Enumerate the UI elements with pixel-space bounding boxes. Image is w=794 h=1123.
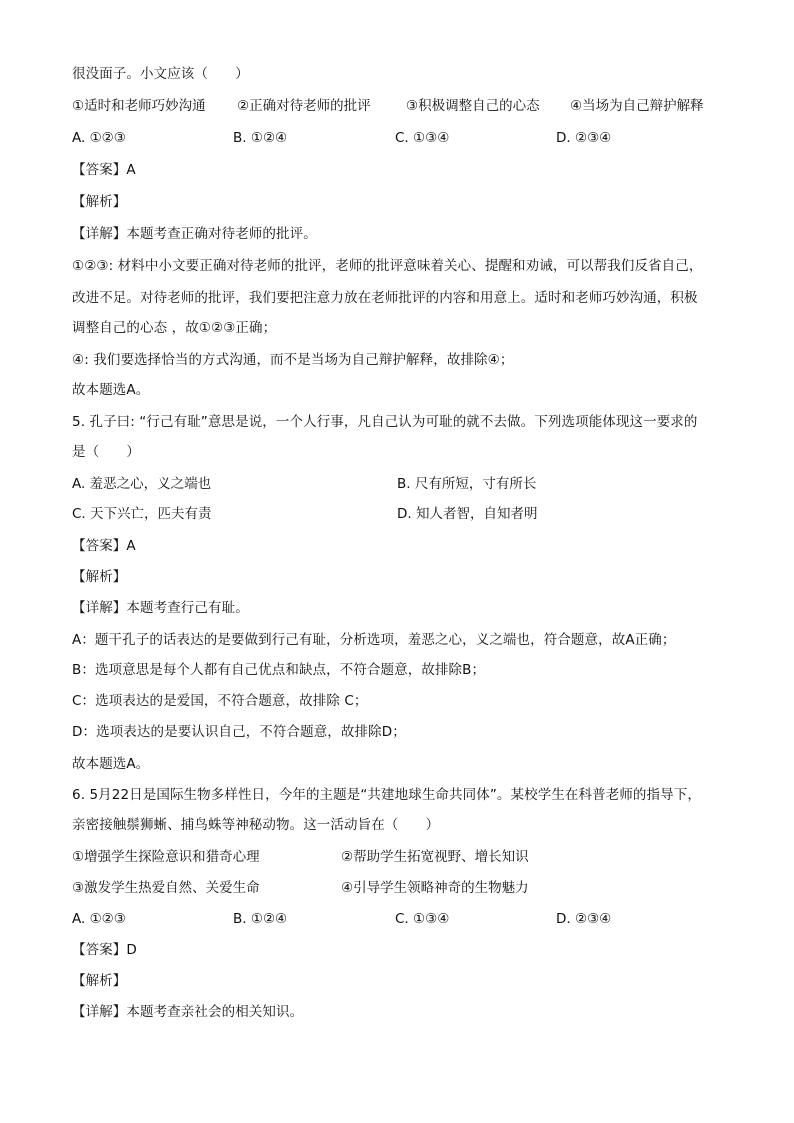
q6-choice-b: B. ①②④ [233,911,288,927]
q6-choice-c: C. ①③④ [395,911,450,927]
q4-statement-1: ①适时和老师巧妙沟通 [72,98,206,114]
q4-analysis-label: 【解析】 [72,194,127,210]
q4-choice-b: B. ①②④ [233,130,288,146]
q5-analysis-label: 【解析】 [72,569,127,585]
q4-explanation-line-3: 调整自己的心态 ，故①②③正确； [72,320,277,336]
q4-explanation-line-2: 改进不足。对待老师的批评，我们要把注意力放在老师批评的内容和用意上。适时和老师巧妙沟通，积极 [72,290,698,306]
q4-choice-d: D. ②③④ [556,130,612,146]
q5-conclusion: 故本题选A。 [72,756,150,772]
q5-explanation-c: C：选项表达的是爱国，不符合题意，故排除 C； [72,693,368,709]
q5-option-d: D. 知人者智，自知者明 [397,506,538,522]
q5-stem-line-2: 是（ ） [72,444,140,460]
q5-option-a: A. 羞恶之心，义之端也 [72,476,212,492]
q6-statement-2: ②帮助学生拓宽视野、增长知识 [341,849,529,865]
q4-explanation-line-1: ①②③: 材料中小文要正确对待老师的批评，老师的批评意味着关心、提醒和劝诫，可以帮我们反省自己， [72,258,703,274]
q6-analysis-label: 【解析】 [72,973,127,989]
q6-stem-line-1: 6. 5月22日是国际生物多样性日，今年的主题是“共建地球生命共同体”。某校学生在科普老师的指导下， [72,787,701,803]
q6-detail: 【详解】本题考查亲社会的相关知识。 [72,1004,304,1020]
q4-choice-c: C. ①③④ [395,130,450,146]
q6-statement-1: ①增强学生探险意识和猎奇心理 [72,849,260,865]
q5-explanation-b: B：选项意思是每个人都有自己优点和缺点，不符合题意，故排除B； [72,662,486,678]
q4-choice-a: A. ①②③ [72,130,126,146]
q5-answer: 【答案】A [72,538,136,554]
q4-statement-2: ②正确对待老师的批评 [237,98,371,114]
q6-answer: 【答案】D [72,942,137,958]
q4-stem-tail: 很没面子。小文应该（ ） [72,66,249,82]
q5-explanation-d: D：选项表达的是要认识自己，不符合题意，故排除D； [72,724,406,740]
q6-statement-3: ③激发学生热爱自然、关爱生命 [72,880,260,896]
q6-choice-d: D. ②③④ [556,911,612,927]
q6-statement-4: ④引导学生领略神奇的生物魅力 [341,880,529,896]
q4-statement-4: ④当场为自己辩护解释 [570,98,704,114]
q4-explanation-line-4: ④: 我们要选择恰当的方式沟通，而不是当场为自己辩护解释，故排除④； [72,352,514,368]
q5-stem-line-1: 5. 孔子曰: “行己有耻”意思是说，一个人行事，凡自己认为可耻的就不去做。下列选项能体现这一要求的 [72,414,698,430]
q5-explanation-a: A：题干孔子的话表达的是要做到行己有耻，分析选项，羞恶之心，义之端也，符合题意，故A正确； [72,632,676,648]
q4-conclusion: 故本题选A。 [72,382,150,398]
q5-option-c: C. 天下兴亡，匹夫有责 [72,506,212,522]
q5-option-b: B. 尺有所短，寸有所长 [397,476,537,492]
q6-stem-line-2: 亲密接触鬃狮蜥、捕鸟蛛等神秘动物。这一活动旨在（ ） [72,817,440,833]
q4-answer: 【答案】A [72,162,136,178]
q6-choice-a: A. ①②③ [72,911,126,927]
q4-statement-3: ③积极调整自己的心态 [406,98,540,114]
q5-detail: 【详解】本题考查行己有耻。 [72,600,249,616]
q4-detail: 【详解】本题考查正确对待老师的批评。 [72,226,317,242]
